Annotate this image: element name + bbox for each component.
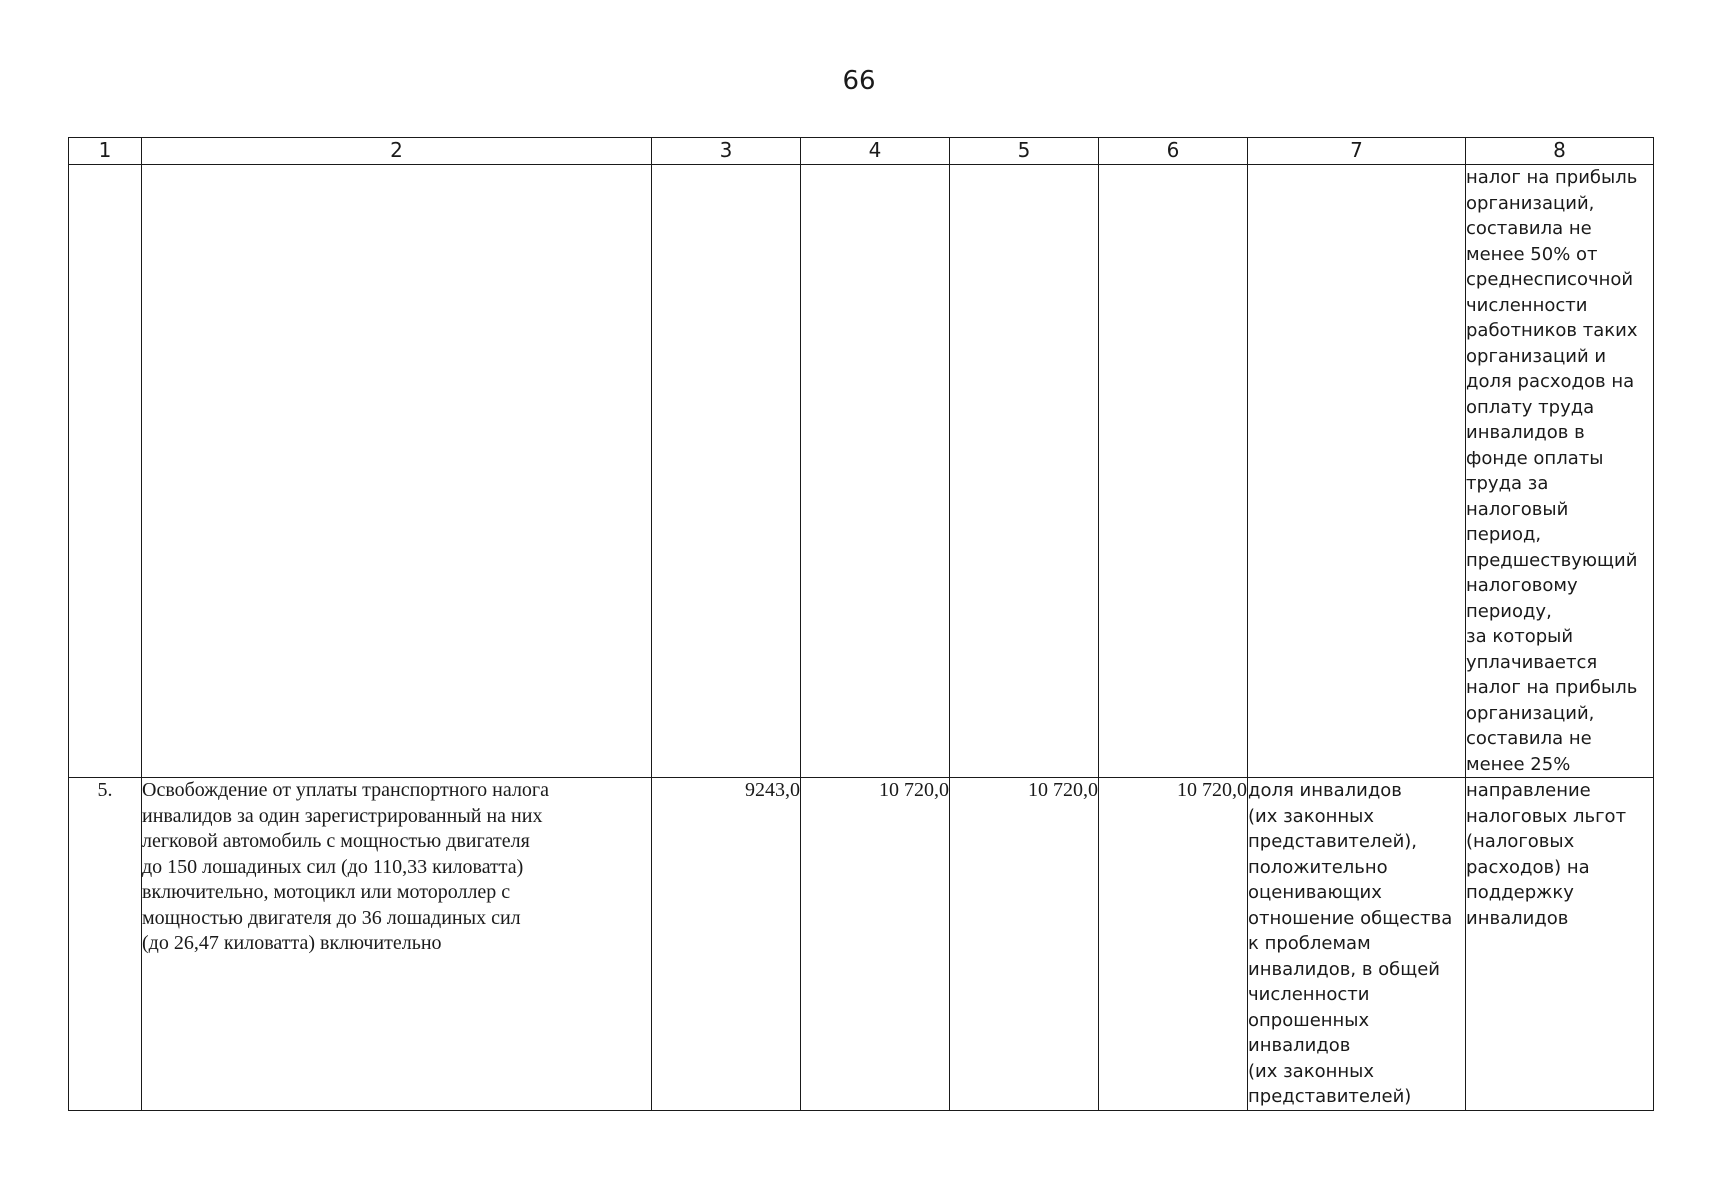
row-number: 5. <box>69 778 142 1111</box>
header-row <box>69 138 1654 165</box>
row-indicator-col7: доля инвалидов (их законных представителей), положительно оценивающих отношение общества к проблемам инвалидов, в общей численности опрошенных инвалидов (их законных представителей) <box>1248 778 1466 1111</box>
cont-cell-8-goal-text <box>1466 165 1654 778</box>
header-cell-6: 6 <box>1099 138 1248 165</box>
page-number: 66 <box>842 66 876 96</box>
header-cell-1: 1 <box>69 138 142 165</box>
cont-cell-6 <box>1099 165 1248 778</box>
header-cell-2: 2 <box>142 138 652 165</box>
continuation-row <box>69 165 1654 778</box>
cont-cell-5 <box>950 165 1099 778</box>
header-cell-3: 3 <box>652 138 801 165</box>
row-direction-col8: направление налоговых льгот (налоговых расходов) на поддержку инвалидов <box>1466 778 1654 1111</box>
table-row <box>69 778 1654 1111</box>
row-description: Освобождение от уплаты транспортного налога инвалидов за один зарегистрированный на них легковой автомобиль с мощностью двигателя до 150 лошадиных сил (до 110,33 киловатта) включительно, мотоцикл или мотороллер с мощностью двигателя до 36 лошадиных сил (до 26,47 киловатта) включительно <box>142 778 652 1111</box>
row-value-col6: 10 720,0 <box>1099 778 1248 1111</box>
cont-cell-3 <box>652 165 801 778</box>
header-cell-7: 7 <box>1248 138 1466 165</box>
cont-goal-text: налог на прибыль организаций, составила не менее 50% от среднесписочной численности работников таких организаций и доля расходов на оплату труда инвалидов в фонде оплаты труда за налоговый период, предшествующий налоговому периоду, за который уплачивается налог на прибыль организаций, составила не менее 25% <box>1466 167 1638 775</box>
cont-cell-2 <box>142 165 652 778</box>
cont-cell-1 <box>69 165 142 778</box>
cont-cell-7 <box>1248 165 1466 778</box>
row-value-col4: 10 720,0 <box>801 778 950 1111</box>
header-cell-5: 5 <box>950 138 1099 165</box>
row-value-col3: 9243,0 <box>652 778 801 1111</box>
tax-expenditure-table <box>68 137 1654 1111</box>
header-cell-8: 8 <box>1466 138 1654 165</box>
cont-cell-4 <box>801 165 950 778</box>
header-cell-4: 4 <box>801 138 950 165</box>
row-value-col5: 10 720,0 <box>950 778 1099 1111</box>
